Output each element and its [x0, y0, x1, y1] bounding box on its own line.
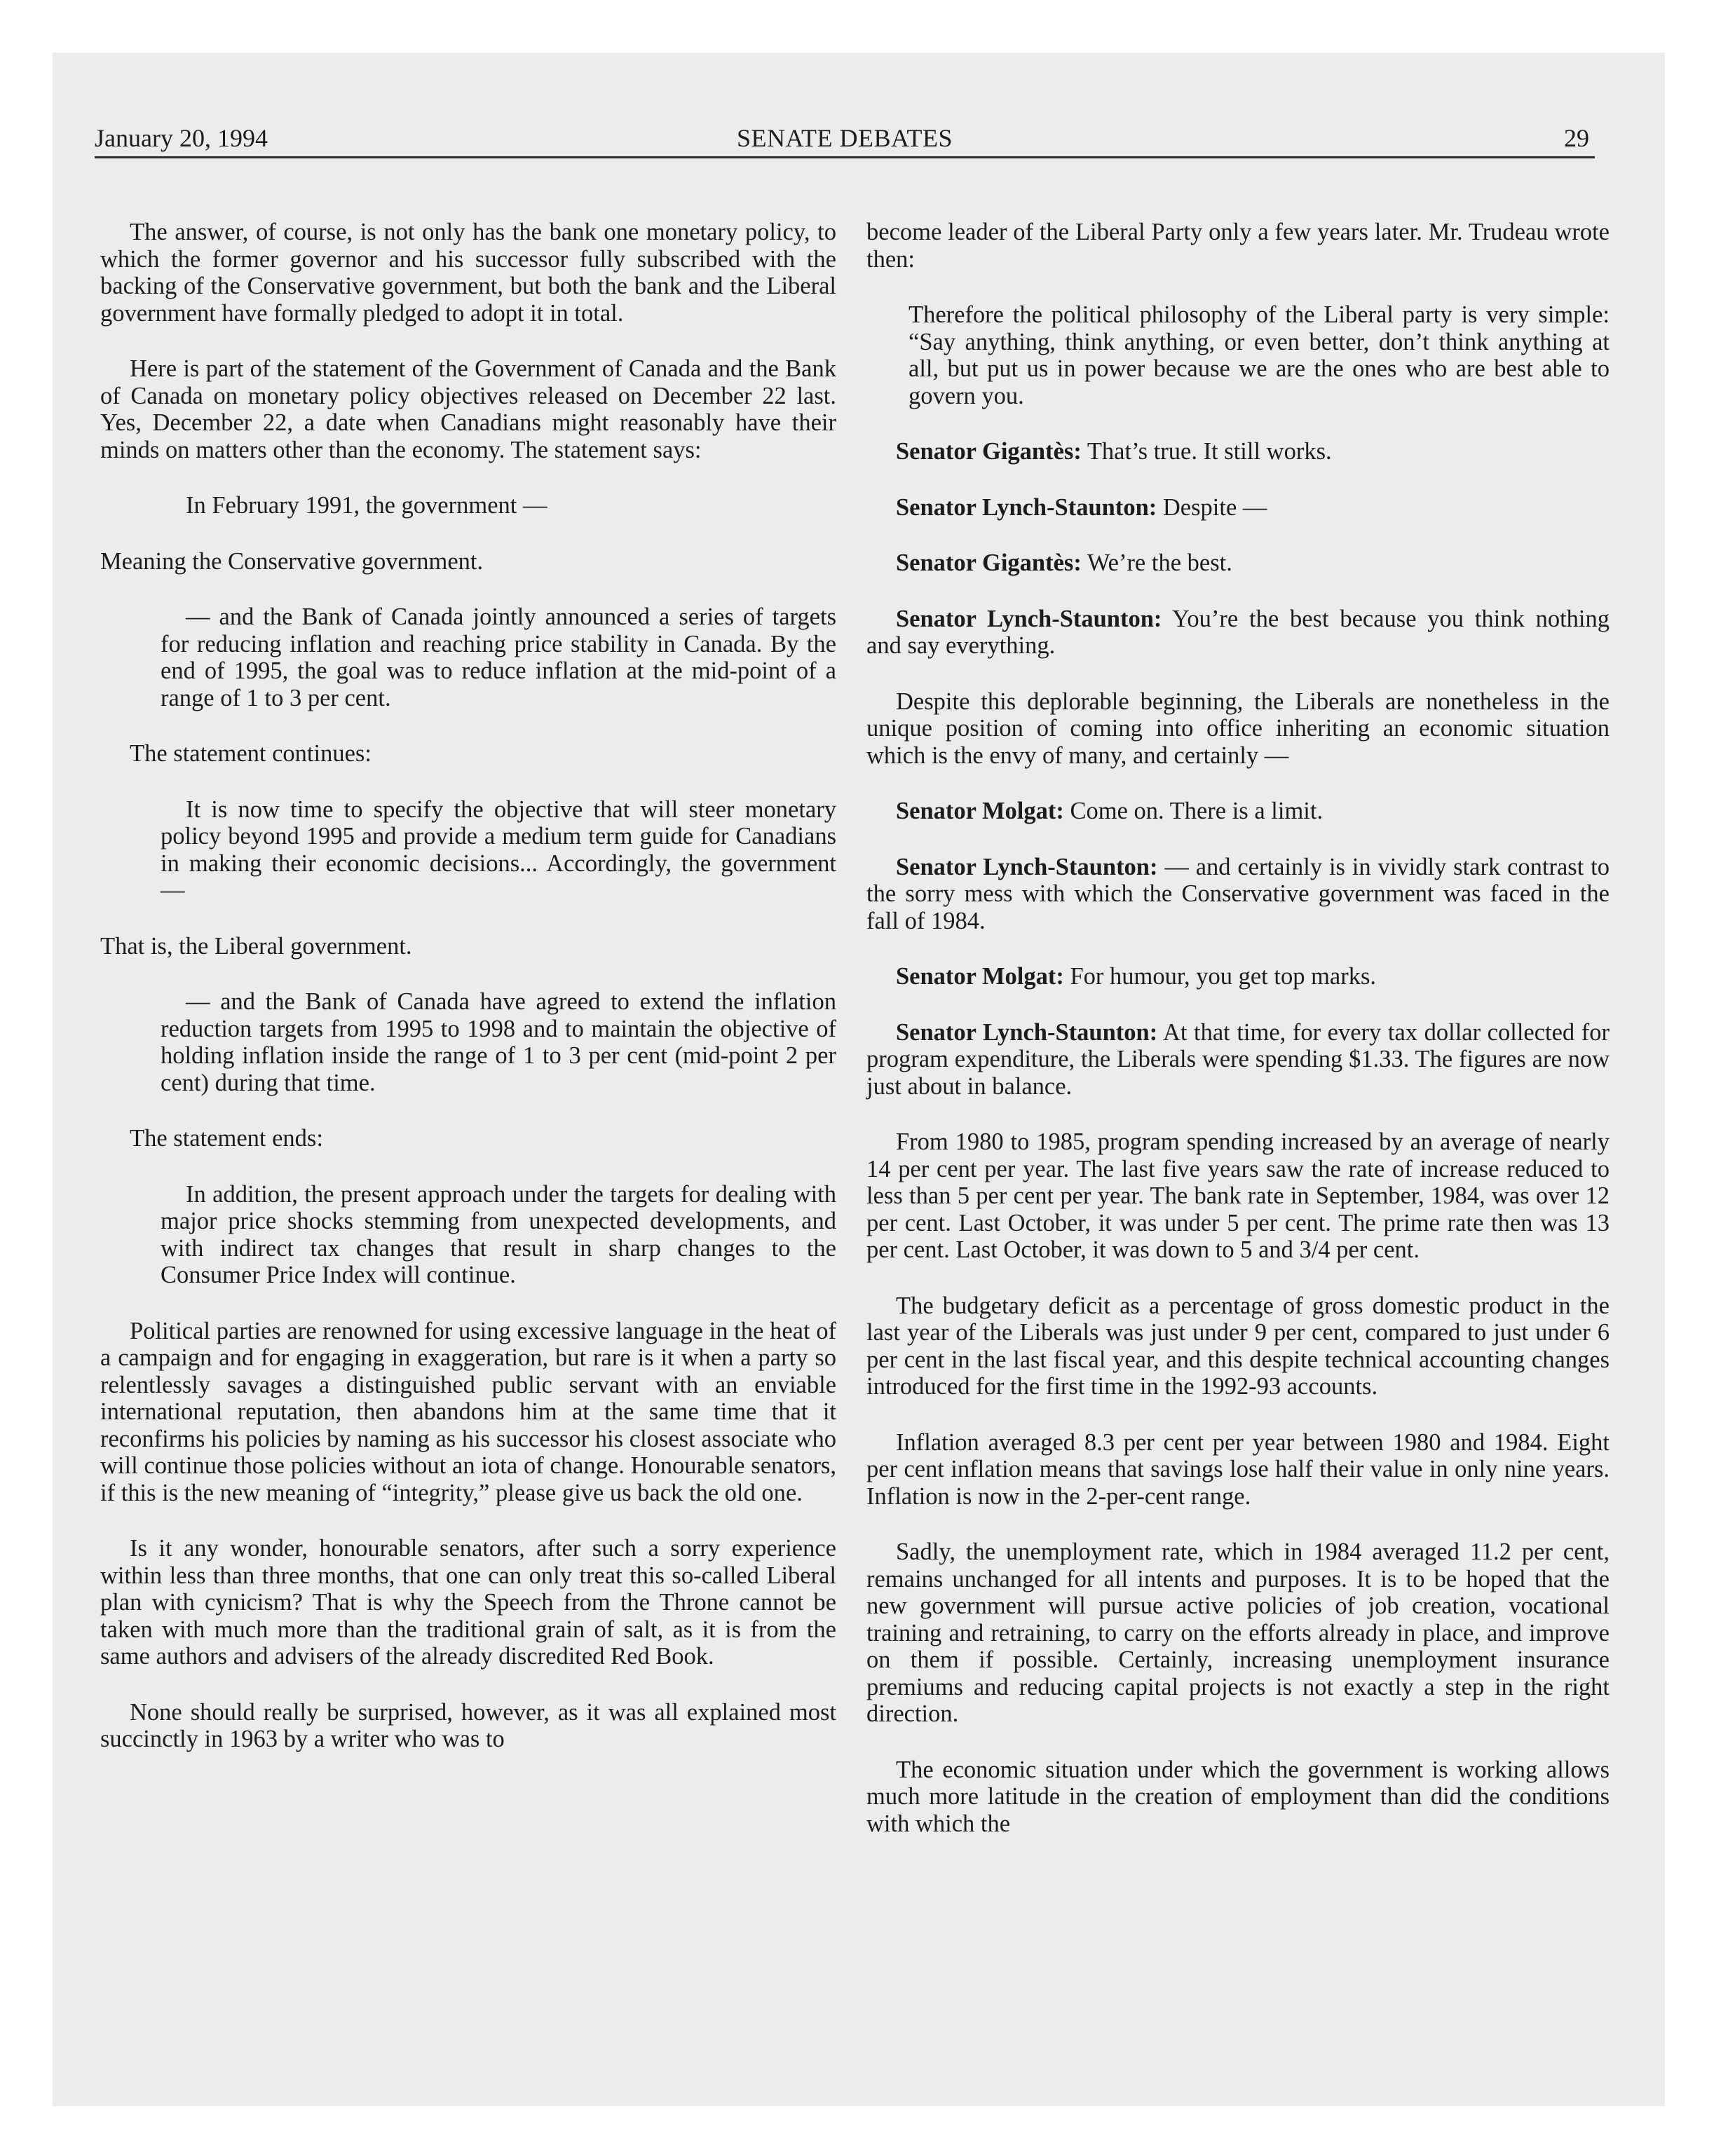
speech-text: For humour, you get top marks. [1070, 963, 1377, 990]
speaker-name: Senator Molgat: [896, 963, 1064, 990]
paragraph: Political parties are renowned for using excessive language in the heat of a campaign and for engaging in exaggeration, but rare is it when a party so relentlessly savages a distinguished public servant with an enviable international reputation, then abandons him at the same time that it reconfirms his policies by naming as his successor his closest associate who will continue those policies without an iota of change. Honourable senators, if this is the new meaning of “integrity,” please give us back the old one. [100, 1317, 836, 1506]
speech-text: We’re the best. [1087, 550, 1232, 576]
speech-text: That’s true. It still works. [1087, 438, 1332, 465]
block-quote: — and the Bank of Canada have agreed to extend the inflation reduction targets from 1995 to 1998 and to maintain the objective of holding inflation inside the range of 1 to 3 per cent (mid-point 2 per cent) during that time. [161, 988, 836, 1096]
paragraph: Sadly, the unemployment rate, which in 1984 averaged 11.2 per cent, remains unchanged for all intents and purposes. It is to be hoped that the new government will pursue active policies of job creation, vocational training and retraining, to carry on the efforts already in place, and improve on them if possible. Certainly, increasing unemployment insurance premiums and reducing capital projects is not exactly a step in the right direction. [866, 1538, 1610, 1727]
paragraph: Inflation averaged 8.3 per cent per year between 1980 and 1984. Eight per cent inflation means that savings lose half their value in only nine years. Inflation is now in the 2-per-cent range. [866, 1428, 1610, 1510]
speech-entry [866, 963, 1610, 990]
speech-text: You’re the best because you think nothing and say everything. [866, 605, 1610, 659]
paragraph-continued: become leader of the Liberal Party only a few years later. Mr. Trudeau wrote then: [866, 219, 1610, 273]
paragraph: None should really be surprised, however, as it was all explained most succinctly in 1963 by a writer who was to [100, 1698, 836, 1752]
aside-text: The statement continues: [130, 740, 372, 767]
block-quote: — and the Bank of Canada jointly announced a series of targets for reducing inflation and reaching price stability in Canada. By the end of 1995, the goal was to reduce inflation at the mid-point of a range of 1 to 3 per cent. [161, 603, 836, 711]
speaker-name: Senator Lynch-Staunton: [896, 1018, 1158, 1046]
block-quote: It is now time to specify the objective that will steer monetary policy beyond 1995 and provide a medium term guide for Canadians in making their economic decisions... Accordingly, the government — [161, 796, 836, 903]
speech-text: At that time, for every tax dollar collected for program expenditure, the Liberals were spending $1.33. The figures are now just about in balance. [866, 1018, 1610, 1100]
speech-entry [866, 550, 1610, 577]
block-quote: In addition, the present approach under the targets for dealing with major price shocks stemming from unexpected developments, and with indirect tax changes that result in sharp changes to the Consumer Price Index will continue. [161, 1180, 836, 1288]
speech-entry [866, 606, 1610, 660]
paragraph: The answer, of course, is not only has the bank one monetary policy, to which the former governor and his successor fully subscribed with the backing of the Conservative government, but both the bank and the Liberal government have formally pledged to adopt it in total. [100, 219, 836, 327]
aside-text: That is, the Liberal government. [100, 932, 412, 960]
speech-text: Come on. There is a limit. [1070, 798, 1324, 824]
speaker-name: Senator Lynch-Staunton: [896, 493, 1157, 521]
paragraph: Is it any wonder, honourable senators, after such a sorry experience within less than three months, that one can only treat this so-called Liberal plan with cynicism? That is why the Speech from the Throne cannot be taken with much more than the traditional grain of salt, as it is from the same authors and advisers of the already discredited Red Book. [100, 1535, 836, 1670]
speech-text: Despite — [1162, 493, 1267, 521]
paragraph: The economic situation under which the government is working allows much more latitude in the creation of employment than did the conditions with which the [866, 1756, 1610, 1837]
header-date: January 20, 1994 [95, 124, 268, 152]
block-quote: In February 1991, the government — [186, 492, 547, 519]
speaker-name: Senator Lynch-Staunton: [896, 605, 1162, 632]
paragraph: Here is part of the statement of the Government of Canada and the Bank of Canada on monetary policy objectives released on December 22 last. Yes, December 22, a date when Canadians might reasonably have their minds on matters other than the economy. The statement says: [100, 355, 836, 463]
aside-text: The statement ends: [130, 1125, 323, 1152]
speech-text: — and certainly is in vividly stark contrast to the sorry mess with which the Conservative government was faced in the fall of 1984. [866, 853, 1610, 934]
left-column [100, 219, 836, 1753]
paragraph: The budgetary deficit as a percentage of gross domestic product in the last year of the Liberals was just under 9 per cent, compared to just under 6 per cent in the last fiscal year, and this despite technical accounting changes introduced for the first time in the 1992-93 accounts. [866, 1292, 1610, 1400]
page-header [95, 123, 1595, 158]
aside-text: Meaning the Conservative government. [100, 547, 484, 575]
speaker-name: Senator Gigantès: [896, 550, 1082, 576]
speech-entry [866, 494, 1610, 521]
speech-entry [866, 438, 1610, 465]
speech-entry [866, 798, 1610, 825]
block-quote: Therefore the political philosophy of the Liberal party is very simple: “Say anything, think anything, or even better, don’t think anything at all, but put us in power because we are the ones who are best able to govern you. [909, 301, 1610, 409]
speaker-name: Senator Gigantès: [896, 438, 1082, 465]
speech-entry [866, 854, 1610, 935]
speech-entry [866, 1019, 1610, 1100]
speaker-name: Senator Lynch-Staunton: [896, 853, 1158, 880]
page-number: 29 [1564, 124, 1589, 152]
paragraph: From 1980 to 1985, program spending increased by an average of nearly 14 per cent per year. The last five years saw the rate of increase reduced to less than 5 per cent per year. The bank rate in September, 1984, was over 12 per cent. Last October, it was under 5 per cent. The prime rate then was 13 per cent. Last October, it was down to 5 and 3/4 per cent. [866, 1128, 1610, 1263]
speaker-name: Senator Molgat: [896, 798, 1064, 824]
header-title: SENATE DEBATES [736, 124, 953, 152]
right-column [866, 219, 1610, 1837]
paragraph: Despite this deplorable beginning, the Liberals are nonetheless in the unique position of coming into office inheriting an economic situation which is the envy of many, and certainly — [866, 688, 1610, 769]
